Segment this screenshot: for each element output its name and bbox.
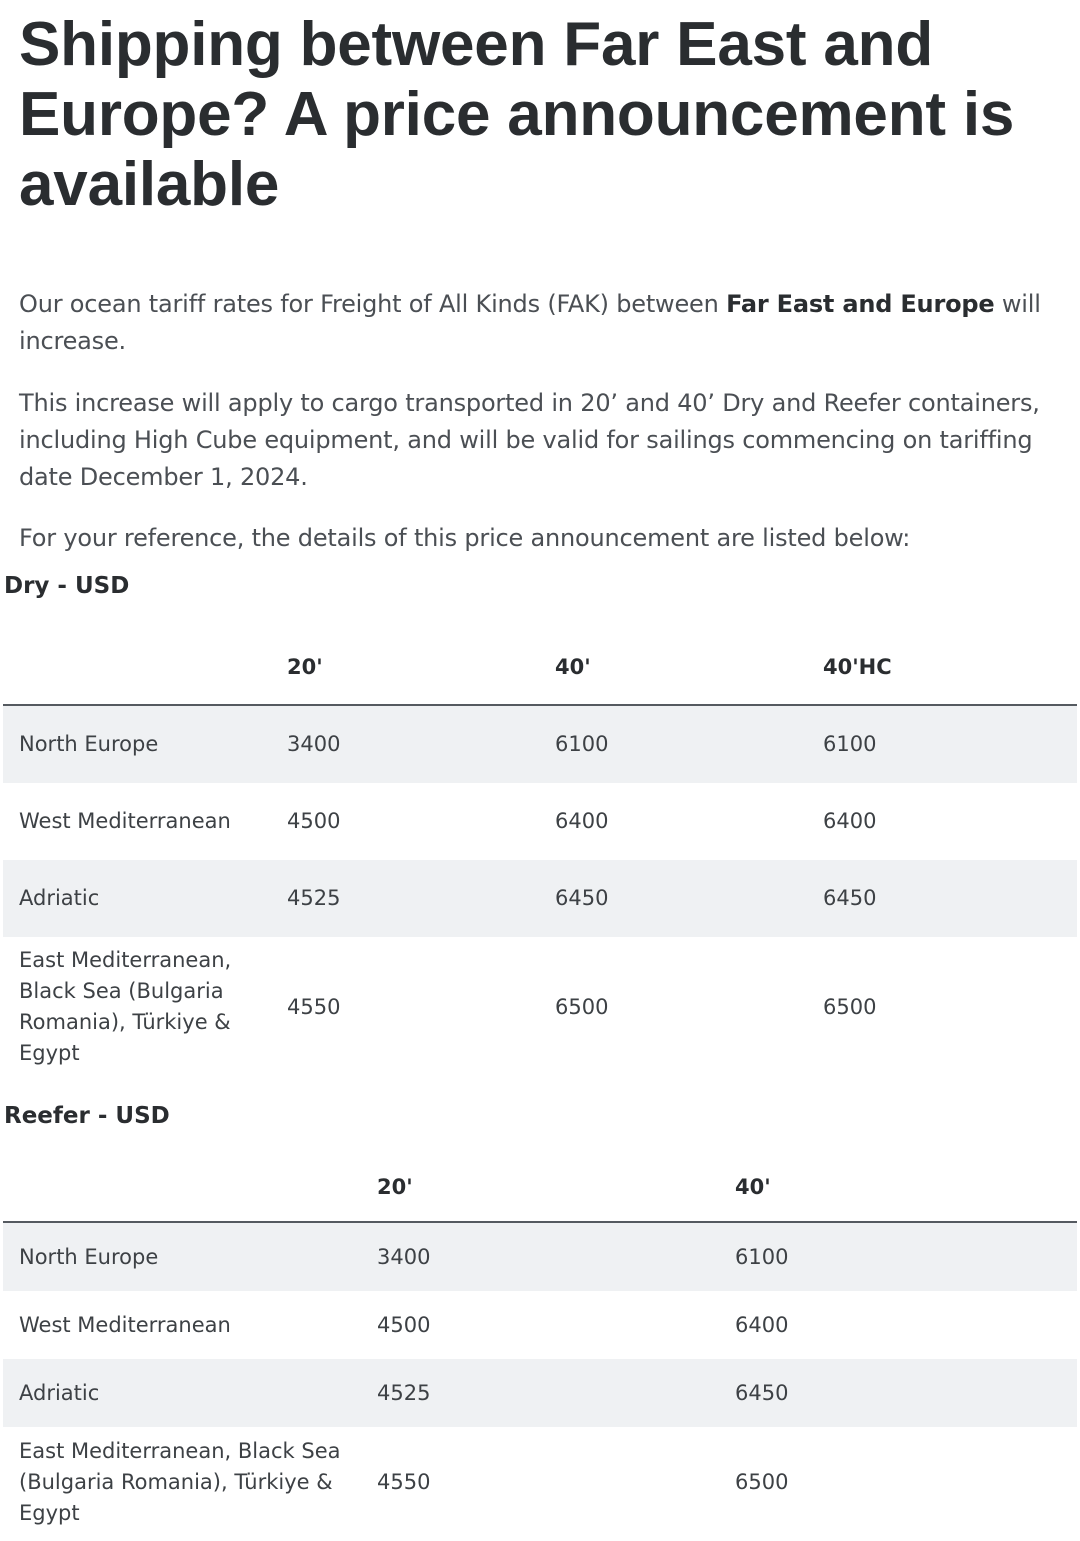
reefer-rates-table [3, 1153, 1077, 1537]
rate-40hc-cell: 6450 [807, 860, 1077, 937]
table-header-row [3, 1153, 1077, 1222]
intro-route-highlight: Far East and Europe [726, 290, 995, 318]
header-region [3, 1153, 361, 1222]
table-row [3, 1427, 1077, 1537]
table-row [3, 1222, 1077, 1291]
rate-20-cell: 4525 [361, 1359, 719, 1427]
header-20ft: 20' [361, 1153, 719, 1222]
rate-40hc-cell: 6100 [807, 705, 1077, 783]
region-cell: West Mediterranean [19, 809, 231, 833]
table-row [3, 705, 1077, 783]
header-40ft: 40' [719, 1153, 1077, 1222]
rate-20-cell: 4500 [287, 809, 341, 833]
region-cell: North Europe [3, 705, 271, 783]
rate-40hc-cell: 6500 [823, 994, 877, 1019]
rate-20-cell: 3400 [361, 1222, 719, 1291]
header-40ft-hc: 40'HC [807, 630, 1077, 705]
page-title: Shipping between Far East and Europe? A price announcement is available [19, 10, 1015, 219]
intro-paragraph-2: This increase will apply to cargo transported in 20’ and 40’ Dry and Reefer containers, including High Cube equipment, and will be valid for sailings commencing on tariffing date December 1, 2024. [19, 389, 1040, 491]
intro-text-end: will increase. [19, 290, 1041, 355]
rate-20-cell: 4550 [377, 1469, 431, 1494]
header-20ft: 20' [271, 630, 539, 705]
region-cell: West Mediterranean [19, 1312, 231, 1337]
table-row [3, 860, 1077, 937]
rate-40-cell: 6450 [539, 860, 807, 937]
table-row [3, 783, 1077, 860]
rate-40-cell: 6500 [735, 1469, 789, 1494]
intro-text-start: Our ocean tariff rates for Freight of All Kinds (FAK) between [19, 290, 727, 318]
rate-20-cell: 4525 [271, 860, 539, 937]
dry-rates-table [3, 630, 1077, 1077]
header-40ft: 40' [539, 630, 807, 705]
rate-40hc-cell: 6400 [823, 809, 877, 833]
reefer-section-label: Reefer - USD [4, 1103, 170, 1129]
rate-40-cell: 6100 [539, 705, 807, 783]
region-cell: East Mediterranean, Black Sea (Bulgaria Romania), Türkiye & Egypt [19, 948, 232, 1065]
table-header-row [3, 630, 1077, 705]
table-row [3, 1359, 1077, 1427]
rate-40-cell: 6500 [555, 994, 609, 1019]
rate-20-cell: 4550 [287, 994, 341, 1019]
region-cell: Adriatic [3, 860, 271, 937]
table-row [3, 1291, 1077, 1359]
rate-40-cell: 6100 [719, 1222, 1077, 1291]
rate-40-cell: 6400 [555, 809, 609, 833]
dry-section-label: Dry - USD [4, 573, 130, 599]
region-cell: Adriatic [3, 1359, 361, 1427]
rate-20-cell: 4500 [377, 1312, 431, 1337]
table-row [3, 937, 1077, 1077]
rate-40-cell: 6450 [719, 1359, 1077, 1427]
region-cell: North Europe [3, 1222, 361, 1291]
header-region [3, 630, 271, 705]
rate-20-cell: 3400 [271, 705, 539, 783]
region-cell: East Mediterranean, Black Sea (Bulgaria Romania), Türkiye & Egypt [19, 1438, 341, 1525]
intro-paragraph-1 [19, 286, 1069, 360]
rate-40-cell: 6400 [735, 1312, 789, 1337]
intro-paragraph-3: For your reference, the details of this price announcement are listed below: [19, 524, 911, 552]
